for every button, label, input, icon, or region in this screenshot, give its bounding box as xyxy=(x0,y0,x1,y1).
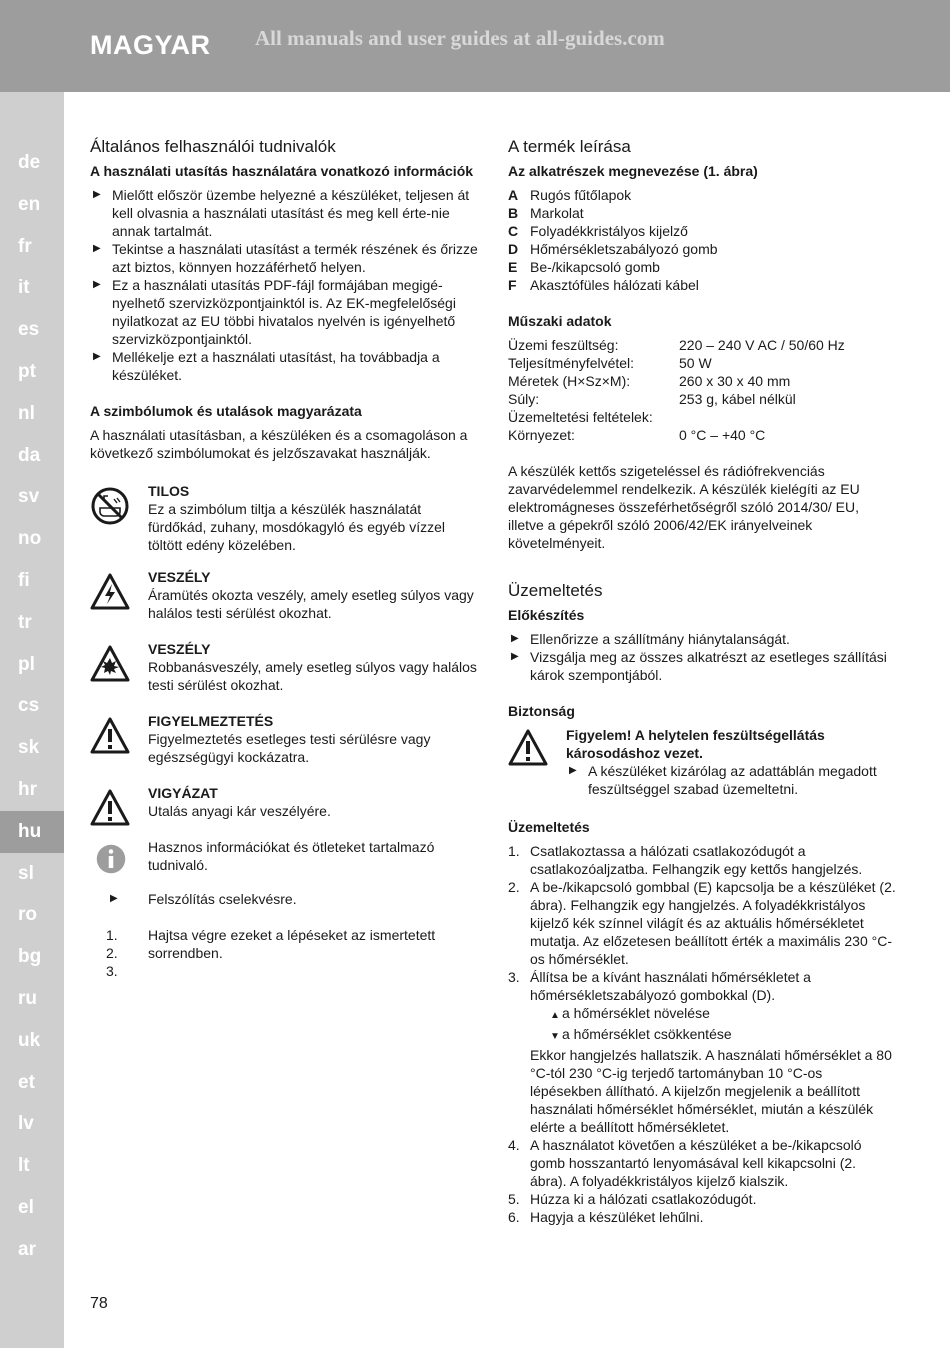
action-text: Felszólítás cselekvésre. xyxy=(148,891,297,907)
tech-data-heading: Műszaki adatok xyxy=(508,313,612,329)
step-number: 2. xyxy=(508,879,520,895)
step-number: 1. xyxy=(508,843,520,859)
language-tab-bg[interactable]: bg xyxy=(18,946,42,968)
language-tab-fr[interactable]: fr xyxy=(18,235,32,257)
language-tab-es[interactable]: es xyxy=(18,319,40,341)
page-header xyxy=(0,0,950,92)
temp-up-label: a hőmérséklet növelése xyxy=(562,1005,710,1021)
symbols-intro: A használati utasításban, a készüléken és a csomagoláson a következő szimbólumokat és jelzőszavakat használják. xyxy=(90,427,468,461)
part-letter: E xyxy=(508,259,518,275)
tech-value xyxy=(679,408,896,426)
steps-text: Hajtsa végre ezeket a lépéseket az ismertetett sorrendben. xyxy=(148,927,436,961)
language-tab-sk[interactable]: sk xyxy=(18,737,40,759)
step3-tail: Ekkor hangjelzés hallatszik. A használati hőmérséklet a 80 °C-tól 230 °C-ig terjedő tartományban 10 °C-os lépésekben állítható. A kijelzőn megjelenik a beállított használati hőmérséklet hőmérséklet, miután a készülék elérte a beállított hőmérsékletet. xyxy=(530,1047,892,1135)
explosion-hazard-icon xyxy=(90,644,130,684)
parts-list xyxy=(508,186,896,294)
language-tab-lt[interactable]: lt xyxy=(18,1155,30,1177)
list-item: ▶ Mielőtt először üzembe helyezné a készüléket, teljesen át kell olvasnia a használati utasítást és meg kell érte-nie annak tartalmát. xyxy=(90,186,478,240)
temp-up-line xyxy=(530,1004,896,1025)
symbols-heading: A szimbólumok és utalások magyarázata xyxy=(90,403,362,419)
no-bath-icon xyxy=(90,486,130,526)
symbol-title: VESZÉLY xyxy=(148,641,211,657)
info-text: Hasznos információkat és ötleteket tartalmazó tudnivaló. xyxy=(148,839,435,873)
language-tab-ro[interactable]: ro xyxy=(18,904,37,926)
language-sidebar xyxy=(0,92,64,1348)
compliance-text: A készülék kettős szigeteléssel és rádiófrekvenciás zavarvédelemmel rendelkezik. A készülék kielégíti az EU elektromágneses összeférhetőségről szóló 2014/30/ EU, illetve a gépekről szóló 2006/42/EK irányelveinek követelményeit. xyxy=(508,463,860,551)
part-letter: D xyxy=(508,241,519,257)
language-tab-fi[interactable]: fi xyxy=(18,570,30,591)
symbol-title: VIGYÁZAT xyxy=(148,785,218,801)
safety-list xyxy=(566,762,896,798)
step-number: 3. xyxy=(508,969,520,985)
symbol-row-action xyxy=(90,890,478,920)
language-tab-no[interactable]: no xyxy=(18,528,42,550)
language-tab-da[interactable]: da xyxy=(18,444,41,466)
preparation-heading: Előkészítés xyxy=(508,607,585,623)
triangle-up-icon: ▲ xyxy=(550,1010,560,1021)
step-number: 5. xyxy=(508,1191,520,1207)
list-item xyxy=(508,968,896,1136)
right-column xyxy=(508,136,896,1226)
language-tab-ru[interactable]: ru xyxy=(18,988,37,1009)
part-letter: A xyxy=(508,187,519,203)
tech-label: Üzemeltetési feltételek: xyxy=(508,409,653,425)
step-text: A be-/kikapcsoló gombbal (E) kapcsolja be a készüléket (2. ábra). Felhangzik egy hangjelzés. A folyadékkristályos kijelző kék színnel világít és az aktuális hőmérsékletet mutatja. Az előzetesen beállított érték a maximális 230 °C-os hőmérséklet. xyxy=(530,879,896,967)
tech-label: Teljesítményfelvétel: xyxy=(508,355,635,371)
triangle-down-icon: ▼ xyxy=(550,1031,560,1042)
part-label: Be-/kikapcsoló gomb xyxy=(530,259,660,275)
symbol-text: Ez a szimbólum tiltja a készülék használatát fürdőkád, zuhany, mosdókagyló és egyéb vízzel töltött edény közelében. xyxy=(148,501,446,553)
warning-icon xyxy=(90,716,130,756)
list-item: ▶ Tekintse a használati utasítást a termék részének és őrizze azt biztos, könnyen hozzáférhető helyen. xyxy=(90,240,478,276)
safety-heading: Biztonság xyxy=(508,703,575,719)
language-tab-uk[interactable]: uk xyxy=(18,1029,41,1051)
left-column xyxy=(90,136,478,979)
language-tab-hu[interactable]: hu xyxy=(0,811,64,853)
step-text: A használatot követően a készüléket a be-/kikapcsoló gomb hosszantartó lenyomásával kell kikapcsolni (2. ábra). A folyadékkristályos kijelző kialszik. xyxy=(530,1137,862,1189)
step-number-list xyxy=(106,926,118,980)
step-text: Állítsa be a kívánt használati hőmérsékletet a hőmérsékletszabályozó gombokkal (D). xyxy=(530,969,811,1003)
symbol-title: TILOS xyxy=(148,483,190,499)
list-item: ▶ Mellékelje ezt a használati utasítást, ha továbbadja a készüléket. xyxy=(90,348,478,384)
symbol-row-info xyxy=(90,838,478,886)
language-tab-nl[interactable]: nl xyxy=(18,402,35,424)
step-number: 3. xyxy=(106,963,118,979)
symbol-row-electric xyxy=(90,568,478,622)
list-item xyxy=(508,842,896,878)
symbol-row-warning xyxy=(90,712,478,766)
step-number: 1. xyxy=(106,927,118,943)
manual-bullet-list xyxy=(90,186,478,384)
temp-down-line xyxy=(530,1025,896,1046)
list-item xyxy=(508,1208,896,1226)
symbol-text: Áramütés okozta veszély, amely esetleg súlyos vagy halálos testi sérülést okozhat. xyxy=(148,587,474,621)
safety-warning-text: Figyelem! A helytelen feszültségellátás károsodáshoz vezet. xyxy=(566,727,825,761)
step-text: Húzza ki a hálózati csatlakozódugót. xyxy=(530,1191,757,1207)
language-tab-cs[interactable]: cs xyxy=(18,695,40,717)
symbol-row-explosion xyxy=(90,640,478,694)
language-tab-et[interactable]: et xyxy=(18,1071,35,1093)
tech-label: Méretek (H×Sz×M): xyxy=(508,373,631,389)
step-number: 6. xyxy=(508,1209,520,1225)
preparation-list xyxy=(508,630,896,684)
tech-value: 0 °C – +40 °C xyxy=(679,427,766,443)
general-info-title: Általános felhasználói tudnivalók xyxy=(90,137,336,156)
language-tab-el[interactable]: el xyxy=(18,1197,34,1218)
page-number: 78 xyxy=(90,1295,108,1312)
list-item: ▶ A készüléket kizárólag az adattáblán megadott feszültséggel szabad üzemeltetni. xyxy=(566,762,896,798)
language-tab-sl[interactable]: sl xyxy=(18,862,34,884)
list-item: ▶ Vizsgálja meg az összes alkatrészt az esetleges szállítási károk szempontjából. xyxy=(508,648,896,684)
symbol-title: FIGYELMEZTETÉS xyxy=(148,713,274,729)
step-number: 4. xyxy=(508,1137,520,1153)
part-label: Akasztófüles hálózati kábel xyxy=(530,277,699,293)
language-tab-ar[interactable]: ar xyxy=(18,1238,36,1260)
parts-heading: Az alkatrészek megnevezése (1. ábra) xyxy=(508,163,758,179)
language-title: MAGYAR xyxy=(90,30,211,60)
caution-icon xyxy=(90,788,130,828)
symbol-row-steps xyxy=(90,926,478,979)
symbol-text: Robbanásveszély, amely esetleg súlyos vagy halálos testi sérülést okozhat. xyxy=(148,659,477,693)
part-label: Hőmérsékletszabályozó gomb xyxy=(530,241,718,257)
symbol-title: VESZÉLY xyxy=(148,569,211,585)
watermark-text: All manuals and user guides at all-guides.com xyxy=(255,26,665,50)
language-tab-pl[interactable]: pl xyxy=(18,653,35,675)
symbol-text: Utalás anyagi kár veszélyére. xyxy=(148,803,331,819)
info-icon xyxy=(96,844,126,874)
operation-title: Üzemeltetés xyxy=(508,581,603,600)
step-text: Hagyja a készüléket lehűlni. xyxy=(530,1209,704,1225)
tech-value: 260 x 30 x 40 mm xyxy=(679,373,791,389)
language-tab-tr[interactable]: tr xyxy=(18,611,32,633)
part-label: Markolat xyxy=(530,205,584,221)
language-tab-lv[interactable]: lv xyxy=(18,1113,34,1135)
tech-label: Környezet: xyxy=(508,427,575,443)
tech-label: Üzemi feszültség: xyxy=(508,337,619,353)
list-item xyxy=(508,878,896,968)
language-tab-pt[interactable]: pt xyxy=(18,361,36,382)
tech-value: 220 – 240 V AC / 50/60 Hz xyxy=(679,337,845,353)
tech-value: 50 W xyxy=(679,355,712,371)
manual-info-heading: A használati utasítás használatára vonatkozó információk xyxy=(90,163,474,179)
part-letter: F xyxy=(508,277,517,293)
language-tab-sv[interactable]: sv xyxy=(18,486,40,508)
symbol-row-prohibited xyxy=(90,482,478,556)
list-item: ▶ Ez a használati utasítás PDF-fájl formájában megigé-nyelhető szervizközpontjainktól is. Az EK-megfelelőségi nyilatkozat az EU többi hivatalos nyelvén is igényelhető szervizközpontjainktól. xyxy=(90,276,478,348)
list-item xyxy=(508,1136,896,1190)
language-tab-it[interactable]: it xyxy=(18,277,30,299)
operating-steps-list xyxy=(508,842,896,1226)
symbol-row-caution xyxy=(90,784,478,832)
language-tab-hr[interactable]: hr xyxy=(18,779,37,800)
part-letter: B xyxy=(508,205,519,221)
list-item xyxy=(508,1190,896,1208)
part-label: Folyadékkristályos kijelző xyxy=(530,223,688,239)
language-tab-en[interactable]: en xyxy=(18,193,41,215)
tech-label: Súly: xyxy=(508,391,540,407)
tech-value: 253 g, kábel nélkül xyxy=(679,391,796,407)
safety-warning-box xyxy=(508,726,896,798)
part-label: Rugós fűtőlapok xyxy=(530,187,632,203)
temp-down-label: a hőmérséklet csökkentése xyxy=(562,1026,732,1042)
product-description-title: A termék leírása xyxy=(508,137,631,156)
step-text: Csatlakoztassa a hálózati csatlakozódugót a csatlakozóaljzatba. Felhangzik egy kettős hangjelzés. xyxy=(530,843,863,877)
list-item: ▶ Ellenőrizze a szállítmány hiánytalanságát. xyxy=(508,630,896,648)
electric-hazard-icon xyxy=(90,572,130,612)
part-letter: C xyxy=(508,223,519,239)
tech-data-table xyxy=(508,336,896,444)
warning-icon xyxy=(508,728,548,768)
operating-heading: Üzemeltetés xyxy=(508,819,590,835)
step-number: 2. xyxy=(106,945,118,961)
symbol-text: Figyelmeztetés esetleges testi sérülésre vagy egészségügyi kockázatra. xyxy=(148,731,431,765)
language-tab-de[interactable]: de xyxy=(18,152,41,173)
action-arrow-icon: ▶ xyxy=(110,893,118,904)
